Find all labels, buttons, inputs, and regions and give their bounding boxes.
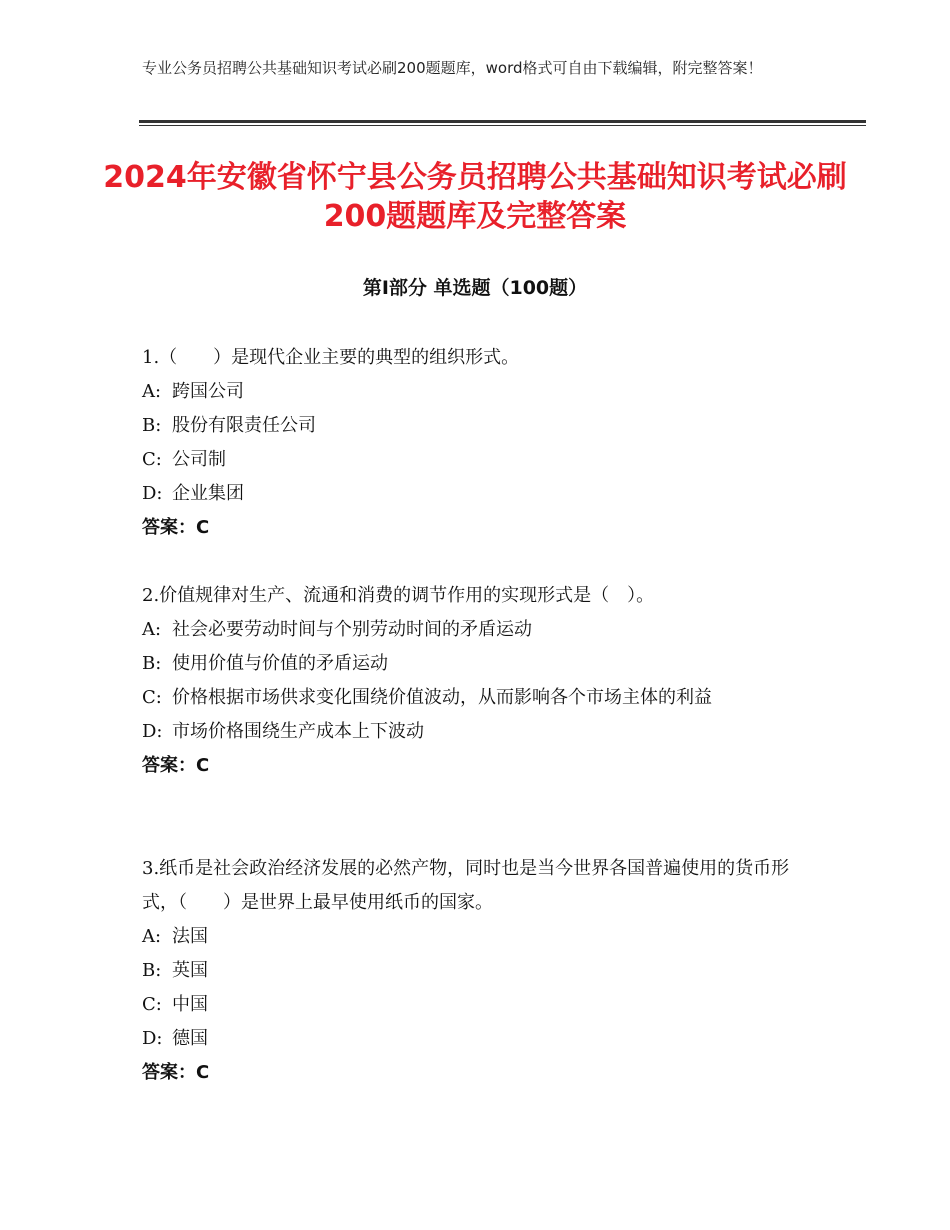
option-d (142, 1022, 822, 1056)
option-key: A: (142, 619, 162, 640)
answer: 答案：C (142, 517, 210, 538)
option-d (142, 477, 822, 511)
option-text: 市场价格围绕生产成本上下波动 (172, 721, 424, 742)
option-c (142, 988, 822, 1022)
option-text: 德国 (172, 1028, 208, 1049)
header-rule-thin (139, 125, 866, 126)
question-stem: 3.纸币是社会政治经济发展的必然产物，同时也是当今世界各国普遍使用的货币形式，（ ）是世界上最早使用纸币的国家。 (142, 858, 790, 913)
option-b (142, 409, 822, 443)
option-text: 跨国公司 (172, 381, 244, 402)
option-key: A: (142, 926, 162, 947)
option-key: B: (142, 653, 162, 674)
header-note: 专业公务员招聘公共基础知识考试必刷200题题库，word格式可自由下载编辑，附完整答案！ (142, 59, 763, 77)
option-text: 社会必要劳动时间与个别劳动时间的矛盾运动 (172, 619, 532, 640)
option-text: 企业集团 (172, 483, 244, 504)
section-heading: 第Ⅰ部分 单选题（100题） (362, 277, 588, 299)
answer: 答案：C (142, 1062, 210, 1083)
option-b (142, 647, 822, 681)
option-text: 使用价值与价值的矛盾运动 (172, 653, 388, 674)
document-title: 2024年安徽省怀宁县公务员招聘公共基础知识考试必刷200题题库及完整答案 (103, 160, 847, 234)
option-key: C: (142, 449, 162, 470)
option-key: B: (142, 960, 162, 981)
option-a (142, 375, 822, 409)
option-key: C: (142, 994, 162, 1015)
option-text: 公司制 (172, 449, 226, 470)
header-rule-thick (139, 120, 866, 123)
question-2 (142, 579, 822, 783)
question-stem: 2.价值规律对生产、流通和消费的调节作用的实现形式是（ ）。 (142, 585, 655, 606)
option-a (142, 613, 822, 647)
option-key: D: (142, 483, 163, 504)
option-text: 中国 (172, 994, 208, 1015)
option-key: C: (142, 687, 162, 708)
option-c (142, 443, 822, 477)
option-text: 股份有限责任公司 (172, 415, 316, 436)
option-key: A: (142, 381, 162, 402)
option-b (142, 954, 822, 988)
option-text: 价格根据市场供求变化围绕价值波动，从而影响各个市场主体的利益 (172, 687, 712, 708)
option-key: B: (142, 415, 162, 436)
question-3 (142, 852, 822, 1090)
answer: 答案：C (142, 755, 210, 776)
option-c (142, 681, 822, 715)
option-text: 法国 (172, 926, 208, 947)
option-text: 英国 (172, 960, 208, 981)
option-a (142, 920, 822, 954)
question-stem: 1.（ ）是现代企业主要的典型的组织形式。 (142, 347, 520, 368)
option-key: D: (142, 1028, 163, 1049)
question-1 (142, 341, 822, 545)
option-key: D: (142, 721, 163, 742)
option-d (142, 715, 822, 749)
